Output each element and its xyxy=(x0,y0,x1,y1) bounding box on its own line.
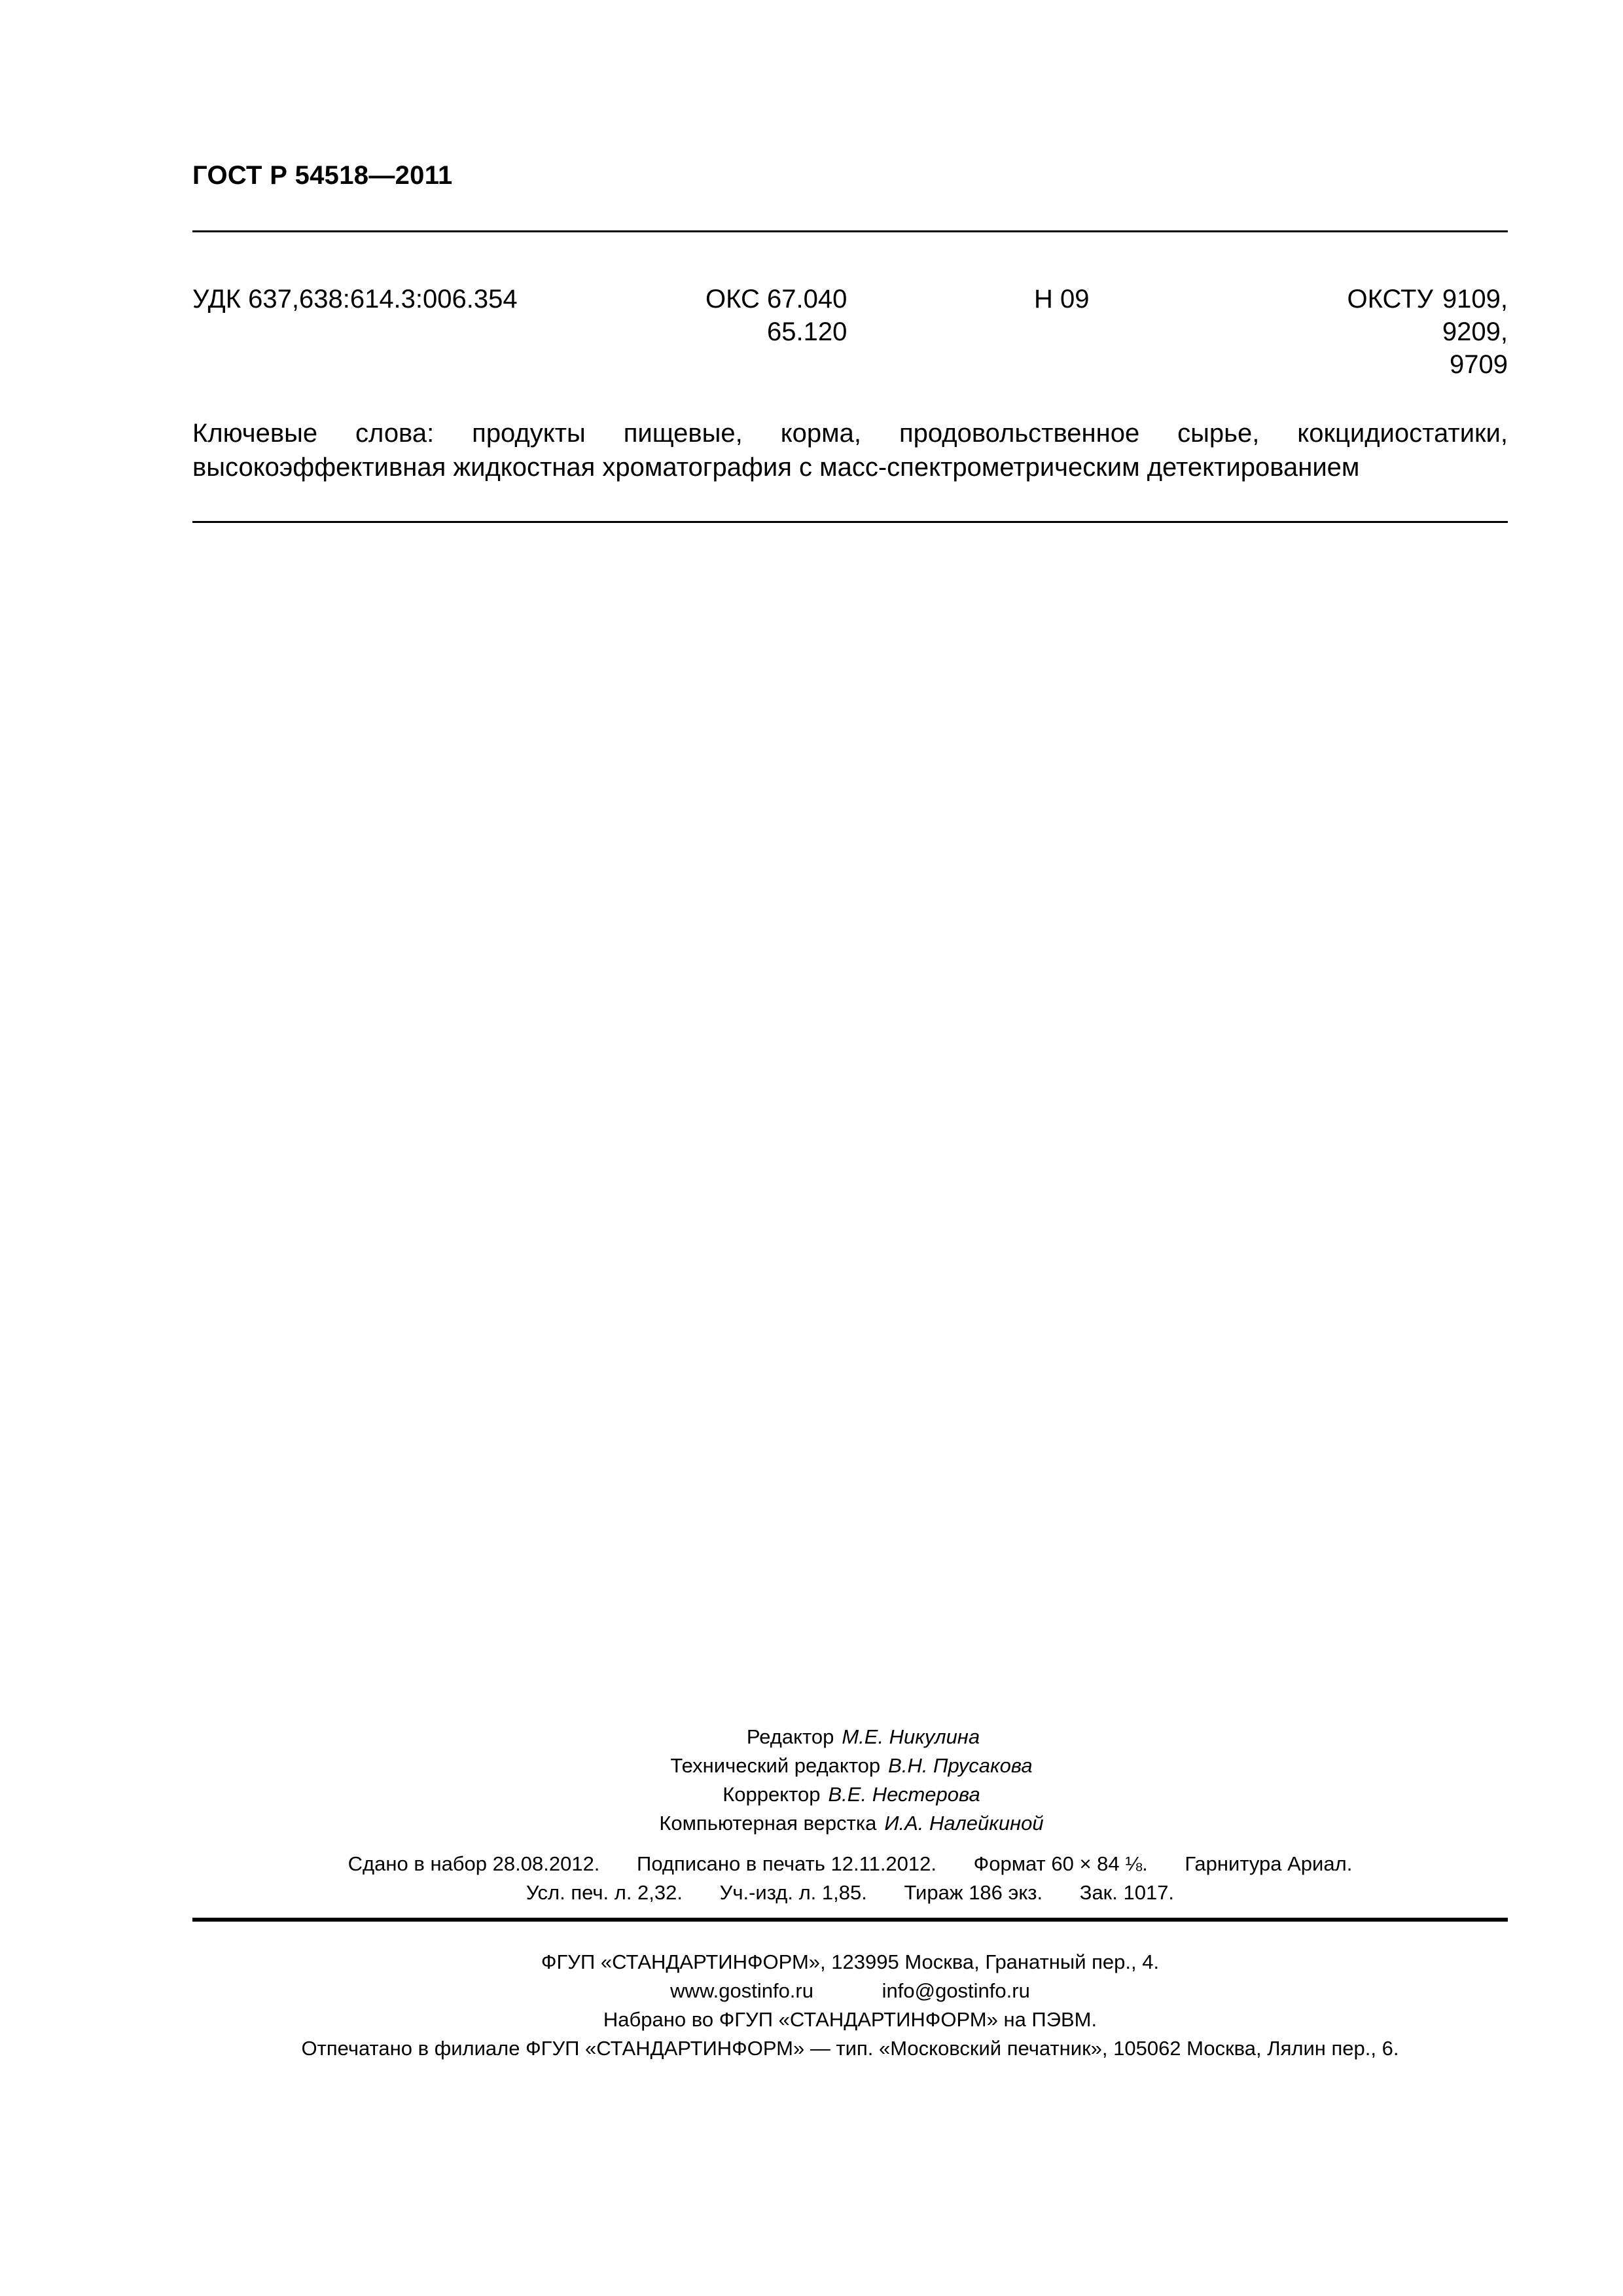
okstu-code: 9109, xyxy=(1442,285,1508,314)
credit-editor xyxy=(192,1723,1508,1751)
print-submitted: Сдано в набор 28.08.2012. xyxy=(348,1852,600,1875)
oks-label: ОКС xyxy=(705,285,760,314)
print-edition-sheets: Уч.-изд. л. 1,85. xyxy=(719,1881,867,1904)
credit-role: Корректор xyxy=(722,1783,821,1806)
typeset-note: Набрано во ФГУП «СТАНДАРТИНФОРМ» на ПЭВМ. xyxy=(603,2008,1097,2031)
credit-person: И.А. Налейкиной xyxy=(884,1812,1044,1835)
print-typeface: Гарнитура Ариал. xyxy=(1185,1852,1353,1875)
print-format: Формат 60 × 84 ⅛. xyxy=(973,1852,1148,1875)
editorial-credits xyxy=(192,1723,1508,1838)
credit-tech-editor xyxy=(192,1751,1508,1780)
imprint-divider xyxy=(192,1918,1508,1922)
credit-proofreader xyxy=(192,1780,1508,1809)
publisher-contacts xyxy=(192,1977,1508,2005)
keywords-paragraph: Ключевые слова: продукты пищевые, корма, продовольственное сырье, кокцидиостатики, высокоэффективная жидкостная хроматография с масс-спектрометрическим детектированием xyxy=(192,419,1508,482)
publisher-address: ФГУП «СТАНДАРТИНФОРМ», 123995 Москва, Гранатный пер., 4. xyxy=(541,1950,1160,1973)
publisher-email: info@gostinfo.ru xyxy=(882,1979,1030,2002)
okstu-codes xyxy=(1442,283,1508,381)
oks-block xyxy=(705,283,847,348)
credit-layout xyxy=(192,1809,1508,1838)
udk-code: УДК 637,638:614.3:006.354 xyxy=(192,285,518,314)
keywords-divider xyxy=(192,521,1508,523)
credit-role: Редактор xyxy=(746,1725,834,1748)
oks-code: 67.040 xyxy=(766,285,847,314)
print-signed: Подписано в печать 12.11.2012. xyxy=(637,1852,937,1875)
printing-info-line-1 xyxy=(192,1850,1508,1878)
okstu-code: 9709 xyxy=(1450,350,1508,379)
credit-person: В.Н. Прусакова xyxy=(888,1754,1033,1777)
credit-role: Технический редактор xyxy=(670,1754,881,1777)
okstu-code: 9209, xyxy=(1442,317,1508,346)
header-divider xyxy=(192,230,1508,232)
print-order: Зак. 1017. xyxy=(1079,1881,1175,1904)
print-run: Тираж 186 экз. xyxy=(904,1881,1043,1904)
oks-codes xyxy=(767,283,847,348)
okstu-block xyxy=(1347,283,1508,381)
publisher-website: www.gostinfo.ru xyxy=(670,1979,813,2002)
credit-role: Компьютерная верстка xyxy=(659,1812,877,1835)
printed-note: Отпечатано в филиале ФГУП «СТАНДАРТИНФОРМ» — тип. «Московский печатник», 105062 Москва, Лялин пер., 6. xyxy=(301,2037,1399,2060)
printing-info-line-2 xyxy=(192,1878,1508,1907)
publisher-imprint xyxy=(192,1948,1508,2063)
credit-person: М.Е. Никулина xyxy=(842,1725,980,1748)
credit-person: В.Е. Нестерова xyxy=(828,1783,980,1806)
print-sheets: Усл. печ. л. 2,32. xyxy=(526,1881,683,1904)
classification-code: Н 09 xyxy=(1034,285,1090,314)
oks-code: 65.120 xyxy=(766,317,847,346)
document-header: ГОСТ Р 54518—2011 xyxy=(192,161,453,190)
okstu-label: ОКСТУ xyxy=(1347,285,1433,314)
